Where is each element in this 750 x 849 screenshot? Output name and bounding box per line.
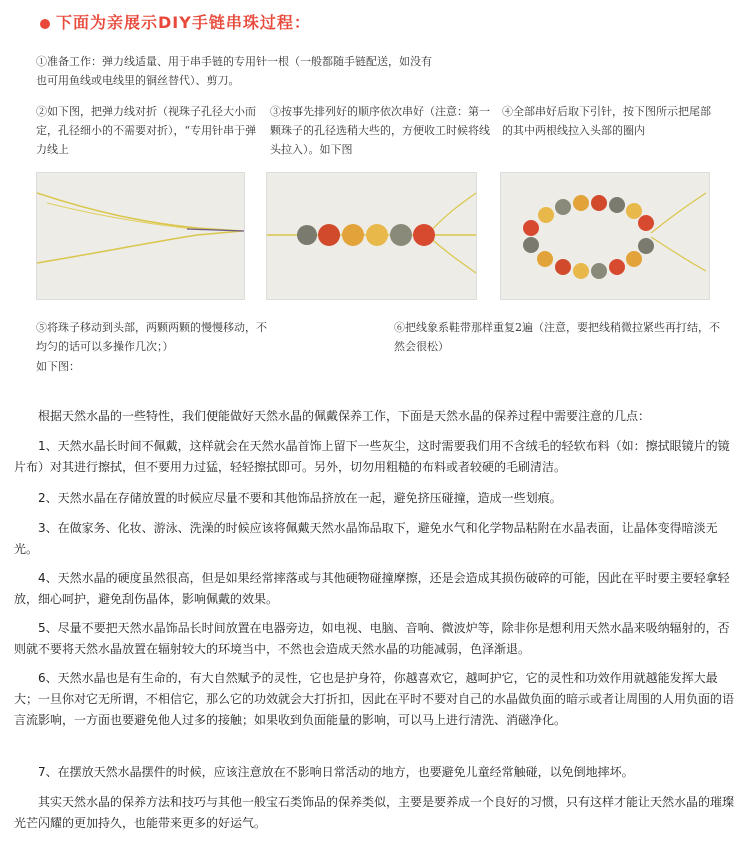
paragraph-3: 3、在做家务、化妆、游泳、洗澡的时候应该将佩戴天然水晶饰品取下，避免水气和化学物品粘附在水晶表面，让晶体变得暗淡无光。 — [14, 521, 718, 556]
step-5: ⑤将珠子移动到头部，两颗两颗的慢慢移动，不均匀的话可以多操作几次；） — [36, 321, 267, 353]
photo-thread-needle — [36, 172, 245, 300]
photo-beads-strung — [266, 172, 477, 300]
page-title-text: 下面为亲展示DIY手链串珠过程： — [56, 13, 311, 32]
step-5-caption: 如下图： — [36, 360, 80, 373]
photo-bracelet-loop — [500, 172, 710, 300]
step-2: ②如下图，把弹力线对折（视珠子孔径大小而定，孔径细小的不需要对折），“专用针串于弹力线上 — [36, 105, 257, 156]
step-3: ③按事先排列好的顺序依次串好（注意：第一颗珠子的孔径选稍大些的，方便收工时候将线头拉入）。如下图 — [270, 105, 490, 156]
paragraph-4: 4、天然水晶的硬度虽然很高，但是如果经常摔落或与其他硬物碰撞摩擦，还是会造成其损伤破碎的可能，因此在平时要主要轻拿轻放，细心呵护，避免刮伤晶体，影响佩戴的效果。 — [14, 571, 730, 606]
paragraph-6: 6、天然水晶也是有生命的，有大自然赋予的灵性，它也是护身符，你越喜欢它，越呵护它，它的灵性和功效作用就越能发挥大最大；一旦你对它无所谓，不相信它，那么它的功效就会大打折扣，因此在平时不要对自己的水晶做负面的暗示或者让周围的人用负面的语言流影响，一方面也要避免他人过多的接触；如果收到负面能量的影响，可以马上进行清洗、消磁净化。 — [14, 671, 735, 727]
paragraph-intro: 根据天然水晶的一些特性，我们便能做好天然水晶的佩戴保养工作，下面是天然水晶的保养过程中需要注意的几点： — [38, 409, 651, 423]
step-4: ④全部串好后取下引针，按下图所示把尾部的其中两根线拉入头部的圈内 — [502, 105, 711, 137]
paragraph-1: 1、天然水晶长时间不佩戴，这样就会在天然水晶首饰上留下一些灰尘，这时需要我们用不含绒毛的轻软布料（如：擦拭眼镜片的镜片布）对其进行擦拭，但不要用力过猛，轻轻擦拭即可。另外，切勿用粗糙的布料或者较硬的毛刷清洁。 — [14, 439, 730, 474]
step-6: ⑥把线象系鞋带那样重复2遍（注意，要把线稍微拉紧些再打结，不然会很松） — [394, 321, 720, 353]
step-1: ①准备工作：弹力线适量、用于串手链的专用针一根（一般都随手链配送，如没有也可用鱼线或电线里的铜丝替代）、剪刀。 — [36, 55, 432, 87]
paragraph-conclusion: 其实天然水晶的保养方法和技巧与其他一般宝石类饰品的保养类似，主要是要养成一个良好的习惯，只有这样才能让天然水晶的璀璨光芒闪耀的更加持久，也能带来更多的好运气。 — [14, 795, 735, 830]
page-title — [40, 10, 311, 33]
title-bullet-icon — [40, 19, 50, 29]
paragraph-2: 2、天然水晶在存储放置的时候应尽量不要和其他饰品挤放在一起，避免挤压碰撞，造成一些划痕。 — [38, 491, 562, 505]
paragraph-5: 5、尽量不要把天然水晶饰品长时间放置在电器旁边，如电视、电脑、音响、微波炉等，除非你是想利用天然水晶来吸纳辐射的，否则就不要将天然水晶放置在辐射较大的环境当中，不然也会造成天然水晶的功能减弱，色泽渐退。 — [14, 621, 730, 656]
paragraph-7: 7、在摆放天然水晶摆件的时候，应该注意放在不影响日常活动的地方，也要避免儿童经常触碰，以免倒地摔坏。 — [38, 765, 634, 779]
